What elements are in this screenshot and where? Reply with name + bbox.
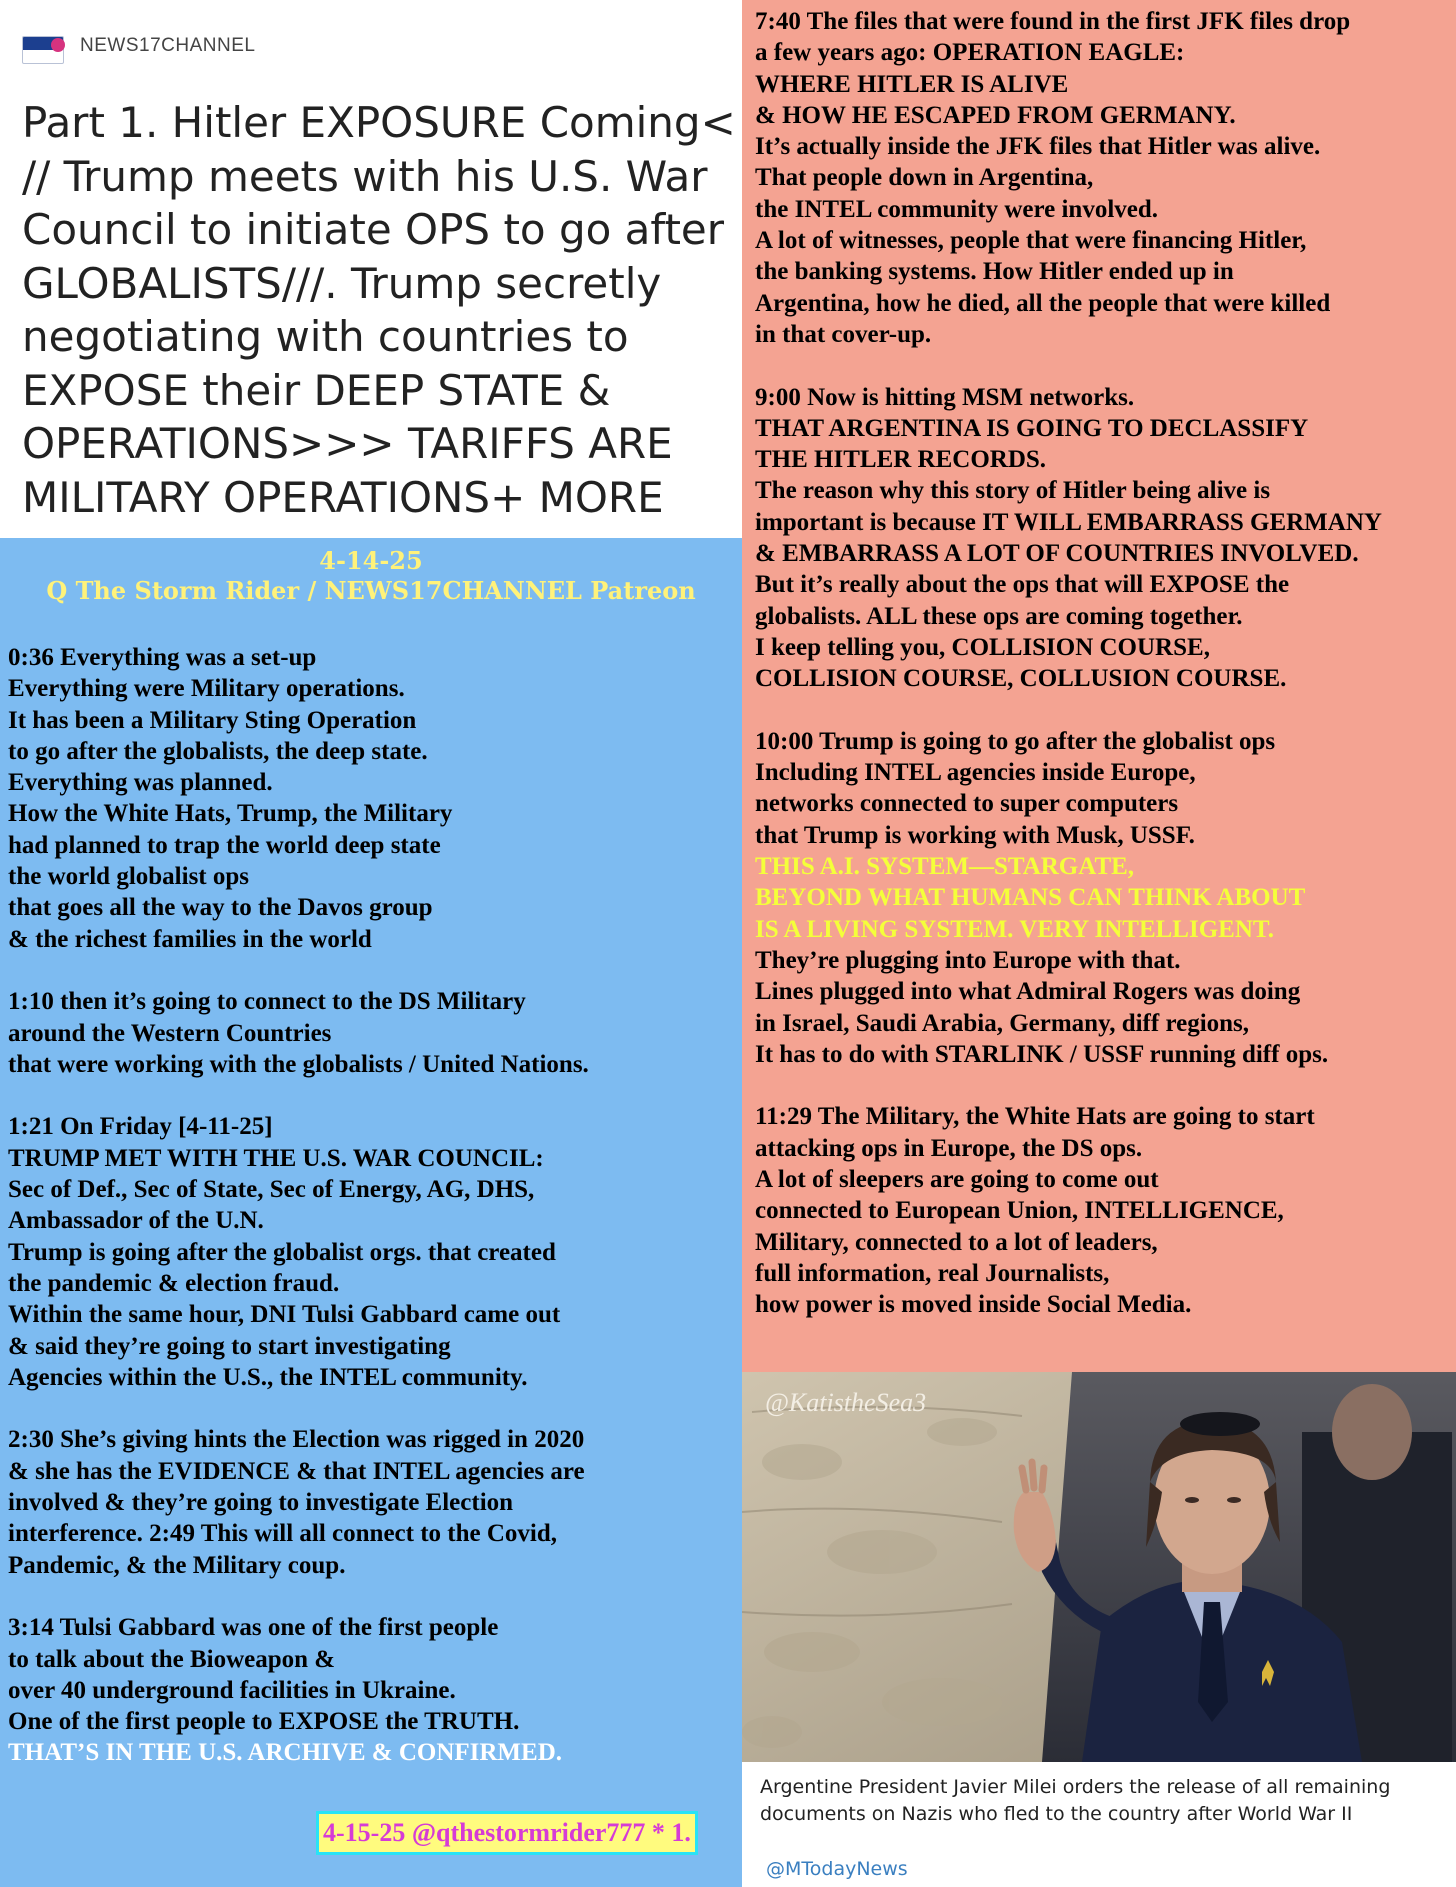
note-line: & EMBARRASS A LOT OF COUNTRIES INVOLVED. <box>755 540 1359 568</box>
note-line: the pandemic & election fraud. <box>8 1269 340 1297</box>
note-block <box>755 382 1455 695</box>
note-line: Within the same hour, DNI Tulsi Gabbard came out <box>8 1301 561 1329</box>
note-block <box>8 1111 738 1393</box>
note-line: that goes all the way to the Davos group <box>8 894 433 922</box>
note-block <box>755 1101 1455 1320</box>
notes-subtitle: Q The Storm Rider / NEWS17CHANNEL Patreon <box>46 576 696 605</box>
note-line: They’re plugging into Europe with that. <box>755 946 1181 974</box>
headline-line: GLOBALISTS///. Trump secretly <box>22 258 662 308</box>
note-line: & she has the EVIDENCE & that INTEL agencies are <box>8 1457 585 1485</box>
highlight-line: IS A LIVING SYSTEM. VERY INTELLIGENT. <box>755 915 1274 943</box>
photo-caption: Argentine President Javier Milei orders the release of all remaining documents on Nazis who fled to the country after World War II <box>760 1776 1391 1825</box>
photo-watermark: @KatistheSea3 <box>765 1388 927 1417</box>
headline-line: negotiating with countries to <box>22 312 629 361</box>
note-line: full information, real Journalists, <box>755 1259 1110 1287</box>
note-line: to go after the globalists, the deep state. <box>8 737 428 765</box>
note-line: Agencies within the U.S., the INTEL community. <box>8 1363 528 1391</box>
note-line: 1:21 On Friday [4-11-25] <box>8 1113 273 1141</box>
note-line: 2:30 She’s giving hints the Election was rigged in 2020 <box>8 1426 585 1454</box>
note-line: 10:00 Trump is going to go after the globalist ops <box>755 727 1276 755</box>
note-line: It’s actually inside the JFK files that Hitler was alive. <box>755 133 1321 161</box>
note-line: in that cover-up. <box>755 320 932 348</box>
note-line: Everything was planned. <box>8 769 273 797</box>
note-line: The reason why this story of Hitler being alive is <box>755 477 1271 505</box>
note-line: important is because IT WILL EMBARRASS GERMANY <box>755 508 1382 536</box>
headline-line: MILITARY OPERATIONS+ MORE <box>22 472 664 522</box>
highlight-line: THAT’S IN THE U.S. ARCHIVE & CONFIRMED. <box>8 1739 563 1767</box>
note-line: COLLISION COURSE, COLLUSION COURSE. <box>755 665 1287 693</box>
channel-name: NEWS17CHANNEL <box>80 35 256 56</box>
headline-line: EXPOSE their DEEP STATE & <box>22 365 611 415</box>
note-line: around the Western Countries <box>8 1019 332 1047</box>
note-line: Including INTEL agencies inside Europe, <box>755 759 1196 787</box>
note-line: & said they’re going to start investigating <box>8 1332 451 1360</box>
note-line: Trump is going after the globalist orgs. that created <box>8 1238 556 1266</box>
news-photo <box>742 1372 1456 1762</box>
note-line: & the richest families in the world <box>8 925 372 953</box>
note-line: THAT ARGENTINA IS GOING TO DECLASSIFY <box>755 414 1309 442</box>
note-block <box>755 6 1455 350</box>
headline-line: // Trump meets with his U.S. War <box>22 151 708 201</box>
note-line: over 40 underground facilities in Ukraine. <box>8 1676 456 1704</box>
highlight-line: BEYOND WHAT HUMANS CAN THINK ABOUT <box>755 884 1306 912</box>
note-line: the INTEL community were involved. <box>755 195 1159 223</box>
source-handle-link[interactable]: @MTodayNews <box>766 1858 908 1880</box>
note-line: That people down in Argentina, <box>755 164 1094 192</box>
note-line: interference. 2:49 This will all connect to the Covid, <box>8 1520 558 1548</box>
note-line: WHERE HITLER IS ALIVE <box>755 70 1069 98</box>
note-line: 3:14 Tulsi Gabbard was one of the first people <box>8 1614 499 1642</box>
headline-line: OPERATIONS>>> TARIFFS ARE <box>22 419 673 468</box>
headline-line: Part 1. Hitler EXPOSURE Coming< <box>22 98 736 147</box>
note-line: how power is moved inside Social Media. <box>755 1291 1192 1319</box>
note-line: THE HITLER RECORDS. <box>755 446 1047 474</box>
channel-logo-icon <box>22 36 64 64</box>
right-notes-body <box>755 6 1455 1320</box>
note-line: 0:36 Everything was a set-up <box>8 644 317 671</box>
note-line: the banking systems. How Hitler ended up in <box>755 258 1234 286</box>
note-line: Ambassador of the U.N. <box>8 1207 264 1235</box>
note-line: I keep telling you, COLLISION COURSE, <box>755 633 1210 661</box>
note-block <box>755 726 1455 1070</box>
author-tag: 4-15-25 @qthestormrider777 * 1. <box>316 1811 698 1855</box>
note-line: a few years ago: OPERATION EAGLE: <box>755 39 1185 67</box>
note-line: Pandemic, & the Military coup. <box>8 1551 346 1579</box>
note-line: networks connected to super computers <box>755 790 1179 818</box>
note-line: globalists. ALL these ops are coming together. <box>755 602 1243 630</box>
note-block <box>8 1424 738 1580</box>
note-line: How the White Hats, Trump, the Military <box>8 800 453 828</box>
note-line: to talk about the Bioweapon & <box>8 1645 336 1673</box>
note-line: that Trump is working with Musk, USSF. <box>755 821 1195 849</box>
headline <box>22 96 734 524</box>
note-line: A lot of sleepers are going to come out <box>755 1165 1159 1193</box>
note-line: Argentina, how he died, all the people that were killed <box>755 289 1331 317</box>
note-line: in Israel, Saudi Arabia, Germany, diff regions, <box>755 1009 1250 1037</box>
left-notes-panel <box>0 538 742 1887</box>
note-line: It has been a Military Sting Operation <box>8 706 417 734</box>
note-line: 1:10 then it’s going to connect to the DS Military <box>8 988 526 1016</box>
note-line: A lot of witnesses, people that were financing Hitler, <box>755 227 1307 255</box>
note-line: that were working with the globalists / United Nations. <box>8 1050 589 1078</box>
note-line: & HOW HE ESCAPED FROM GERMANY. <box>755 101 1236 129</box>
note-line: 11:29 The Military, the White Hats are going to start <box>755 1103 1315 1131</box>
highlight-line: THIS A.I. SYSTEM—STARGATE, <box>755 853 1135 881</box>
note-line: But it’s really about the ops that will EXPOSE the <box>755 571 1290 599</box>
note-line: Military, connected to a lot of leaders, <box>755 1228 1158 1256</box>
headline-line: Council to initiate OPS to go after <box>22 205 725 254</box>
notes-date: 4-14-25 <box>319 546 423 575</box>
note-block <box>8 642 738 955</box>
note-line: had planned to trap the world deep state <box>8 831 441 859</box>
note-line: It has to do with STARLINK / USSF running diff ops. <box>755 1040 1329 1068</box>
note-block <box>8 1612 738 1768</box>
note-line: the world globalist ops <box>8 863 250 891</box>
note-line: One of the first people to EXPOSE the TRUTH. <box>8 1708 520 1736</box>
note-line: connected to European Union, INTELLIGENCE, <box>755 1197 1284 1225</box>
note-line: 9:00 Now is hitting MSM networks. <box>755 383 1135 411</box>
note-line: Everything were Military operations. <box>8 675 405 703</box>
note-line: TRUMP MET WITH THE U.S. WAR COUNCIL: <box>8 1144 544 1172</box>
left-notes-body <box>8 642 738 1769</box>
note-line: Lines plugged into what Admiral Rogers was doing <box>755 978 1301 1006</box>
photo-illustration <box>742 1372 1456 1762</box>
note-line: involved & they’re going to investigate Election <box>8 1489 514 1517</box>
note-line: 7:40 The files that were found in the first JFK files drop <box>755 8 1351 35</box>
note-line: Sec of Def., Sec of State, Sec of Energy, AG, DHS, <box>8 1176 535 1204</box>
note-line: attacking ops in Europe, the DS ops. <box>755 1134 1143 1162</box>
note-block <box>8 986 738 1080</box>
